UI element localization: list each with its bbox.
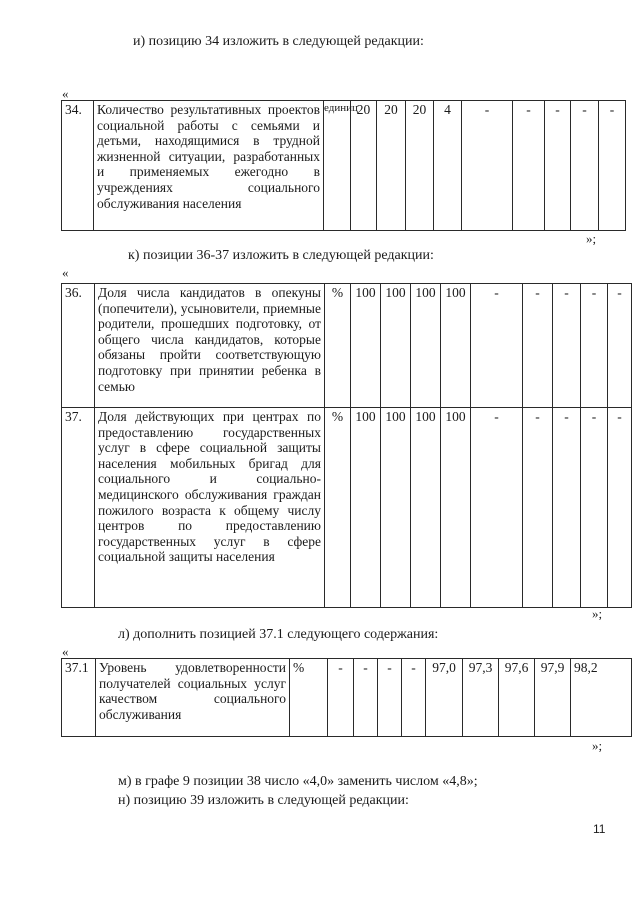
value-cell: - bbox=[608, 284, 632, 408]
value-cell: - bbox=[599, 101, 626, 231]
value-cell: 97,9 bbox=[535, 659, 571, 737]
value-cell: - bbox=[581, 284, 608, 408]
value-cell: - bbox=[471, 284, 523, 408]
value-cell: - bbox=[545, 101, 571, 231]
table-position-34 bbox=[61, 100, 626, 231]
row-number: 34. bbox=[62, 101, 94, 231]
table-row bbox=[62, 408, 632, 608]
value-cell: 4 bbox=[434, 101, 462, 231]
value-cell: 100 bbox=[441, 408, 471, 608]
table-row bbox=[62, 659, 632, 737]
table-row bbox=[62, 101, 626, 231]
row-unit: единиц bbox=[324, 101, 351, 231]
open-quote: « bbox=[62, 644, 69, 659]
value-cell: - bbox=[462, 101, 513, 231]
open-quote: « bbox=[62, 86, 69, 101]
paragraph-k: к) позиции 36-37 изложить в следующей редакции: bbox=[128, 248, 434, 263]
row-description: Доля числа кандидатов в опекуны (попечители), усыновители, приемные родители, прошедших подготовку, от общего числа кандидатов, которые обязаны пройти соответствующую подготовку при принятии ребенка в семью bbox=[95, 284, 325, 408]
value-cell: - bbox=[378, 659, 402, 737]
close-quote: »; bbox=[592, 606, 603, 621]
close-quote: »; bbox=[592, 738, 603, 753]
value-cell: 20 bbox=[351, 101, 377, 231]
close-quote: »; bbox=[586, 231, 597, 246]
value-cell: 100 bbox=[381, 408, 411, 608]
value-cell: 20 bbox=[377, 101, 406, 231]
value-cell: - bbox=[471, 408, 523, 608]
value-cell: - bbox=[523, 408, 553, 608]
value-cell: - bbox=[553, 408, 581, 608]
value-cell: - bbox=[608, 408, 632, 608]
paragraph-i: и) позицию 34 изложить в следующей редакции: bbox=[133, 34, 424, 49]
value-cell: 97,3 bbox=[463, 659, 499, 737]
table-row bbox=[62, 284, 632, 408]
value-cell: 100 bbox=[351, 408, 381, 608]
value-cell: 97,6 bbox=[499, 659, 535, 737]
value-cell: 100 bbox=[441, 284, 471, 408]
value-cell: 97,0 bbox=[426, 659, 463, 737]
row-unit: % bbox=[325, 284, 351, 408]
row-unit: % bbox=[325, 408, 351, 608]
value-cell: - bbox=[523, 284, 553, 408]
open-quote: « bbox=[62, 265, 69, 280]
value-cell: 20 bbox=[406, 101, 434, 231]
row-description: Количество результативных проектов социальной работы с семьями и детьми, находящимися в трудной жизненной ситуации, разработанных и применяемых ежегодно в учреждениях социального обслуживания населения bbox=[94, 101, 324, 231]
value-cell: 100 bbox=[411, 408, 441, 608]
row-unit: % bbox=[290, 659, 328, 737]
value-cell: - bbox=[553, 284, 581, 408]
value-cell: - bbox=[402, 659, 426, 737]
value-cell: 98,2 bbox=[571, 659, 632, 737]
paragraph-m: м) в графе 9 позиции 38 число «4,0» заменить числом «4,8»; bbox=[118, 774, 478, 789]
value-cell: 100 bbox=[411, 284, 441, 408]
paragraph-l: л) дополнить позицией 37.1 следующего содержания: bbox=[118, 627, 439, 642]
value-cell: - bbox=[354, 659, 378, 737]
value-cell: - bbox=[513, 101, 545, 231]
value-cell: - bbox=[328, 659, 354, 737]
table-positions-36-37 bbox=[61, 283, 632, 608]
table-position-37-1 bbox=[61, 658, 632, 737]
value-cell: - bbox=[581, 408, 608, 608]
row-description: Уровень удовлетворенности получателей социальных услуг качеством социального обслуживания bbox=[96, 659, 290, 737]
row-number: 36. bbox=[62, 284, 95, 408]
value-cell: - bbox=[571, 101, 599, 231]
row-description: Доля действующих при центрах по предоставлению государственных услуг в сфере социальной защиты населения мобильных бригад для социального и социально-медицинского обслуживания граждан пожилого возраста к общему числу центров по предоставлению государственных услуг в сфере социальной защиты населения bbox=[95, 408, 325, 608]
row-number: 37. bbox=[62, 408, 95, 608]
row-number: 37.1 bbox=[62, 659, 96, 737]
value-cell: 100 bbox=[381, 284, 411, 408]
paragraph-n: н) позицию 39 изложить в следующей редакции: bbox=[118, 793, 409, 808]
page-number: 11 bbox=[593, 822, 606, 836]
value-cell: 100 bbox=[351, 284, 381, 408]
